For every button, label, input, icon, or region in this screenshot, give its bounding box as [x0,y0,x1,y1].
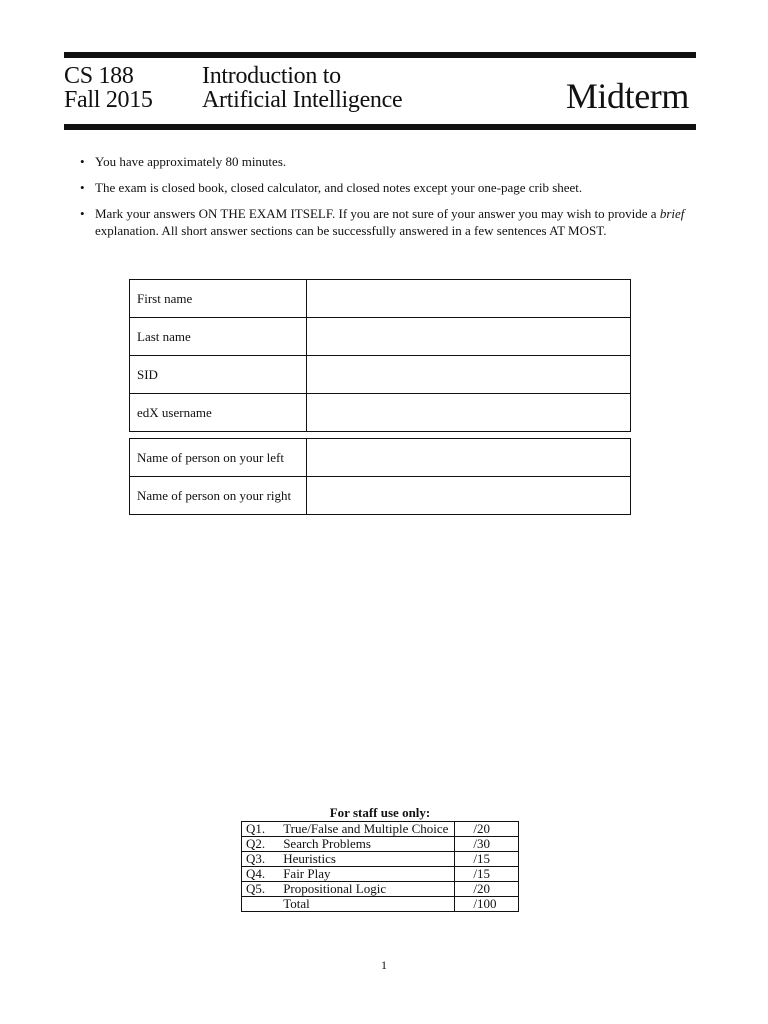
instructions-list [80,153,700,248]
question-number: Q2. [242,837,280,852]
course-title-line2: Artificial Intelligence [202,87,403,113]
right-neighbor-field[interactable] [307,477,631,515]
total-points: /100 [455,897,519,912]
last-name-field[interactable] [307,318,631,356]
last-name-label: Last name [130,318,307,356]
question-number: Q4. [242,867,280,882]
instruction-item [80,179,700,196]
course-term: Fall 2015 [64,87,153,113]
instruction-item [80,153,700,170]
table-row [130,439,631,477]
table-row [130,318,631,356]
course-title-line1: Introduction to [202,63,341,89]
left-neighbor-label: Name of person on your left [130,439,307,477]
header-rule-bottom [64,124,696,130]
question-name: True/False and Multiple Choice [279,822,455,837]
staff-use-title: For staff use only: [329,805,431,820]
table-row [130,356,631,394]
edx-username-label: edX username [130,394,307,432]
edx-username-field[interactable] [307,394,631,432]
instruction-text: You have approximately 80 minutes. [95,154,287,169]
question-points: /15 [455,852,519,867]
question-points: /30 [455,837,519,852]
question-number: Q1. [242,822,280,837]
question-name: Propositional Logic [279,882,455,897]
left-neighbor-field[interactable] [307,439,631,477]
staff-score-table [241,821,519,912]
bullet-icon: • [80,206,85,221]
table-row [242,852,519,867]
question-number: Q5. [242,882,280,897]
sid-field[interactable] [307,356,631,394]
header-rule-top [64,52,696,58]
question-name: Heuristics [279,852,455,867]
right-neighbor-label: Name of person on your right [130,477,307,515]
staff-use-section [241,805,519,912]
instruction-text: The exam is closed book, closed calculator, and closed notes except your one-page crib sheet. [95,180,583,195]
instruction-text-after: explanation. All short answer sections can be successfully answered in a few sentences AT MOST. [95,223,607,238]
question-name: Fair Play [279,867,455,882]
question-number: Q3. [242,852,280,867]
total-label: Total [279,897,455,912]
table-row [130,394,631,432]
instruction-emphasis: brief [659,206,685,221]
instruction-item [80,205,700,239]
course-info [64,64,153,112]
table-row [242,897,519,912]
course-code: CS 188 [64,63,134,89]
question-points: /20 [455,822,519,837]
table-row [242,837,519,852]
table-row [130,477,631,515]
question-name: Search Problems [279,837,455,852]
table-row [242,867,519,882]
course-title [202,64,402,112]
question-points: /20 [455,882,519,897]
first-name-label: First name [130,280,307,318]
neighbor-info-table [129,438,631,515]
table-row [242,822,519,837]
question-points: /15 [455,867,519,882]
bullet-icon: • [80,154,85,169]
page-number: 1 [381,958,387,972]
bullet-icon: • [80,180,85,195]
student-info-table [129,279,631,432]
sid-label: SID [130,356,307,394]
table-row [130,280,631,318]
table-row [242,882,519,897]
instruction-text-before: Mark your answers ON THE EXAM ITSELF. If you are not sure of your answer you may wish to provide a [95,206,660,221]
exam-type: Midterm [565,76,689,116]
first-name-field[interactable] [307,280,631,318]
question-number [242,897,280,912]
